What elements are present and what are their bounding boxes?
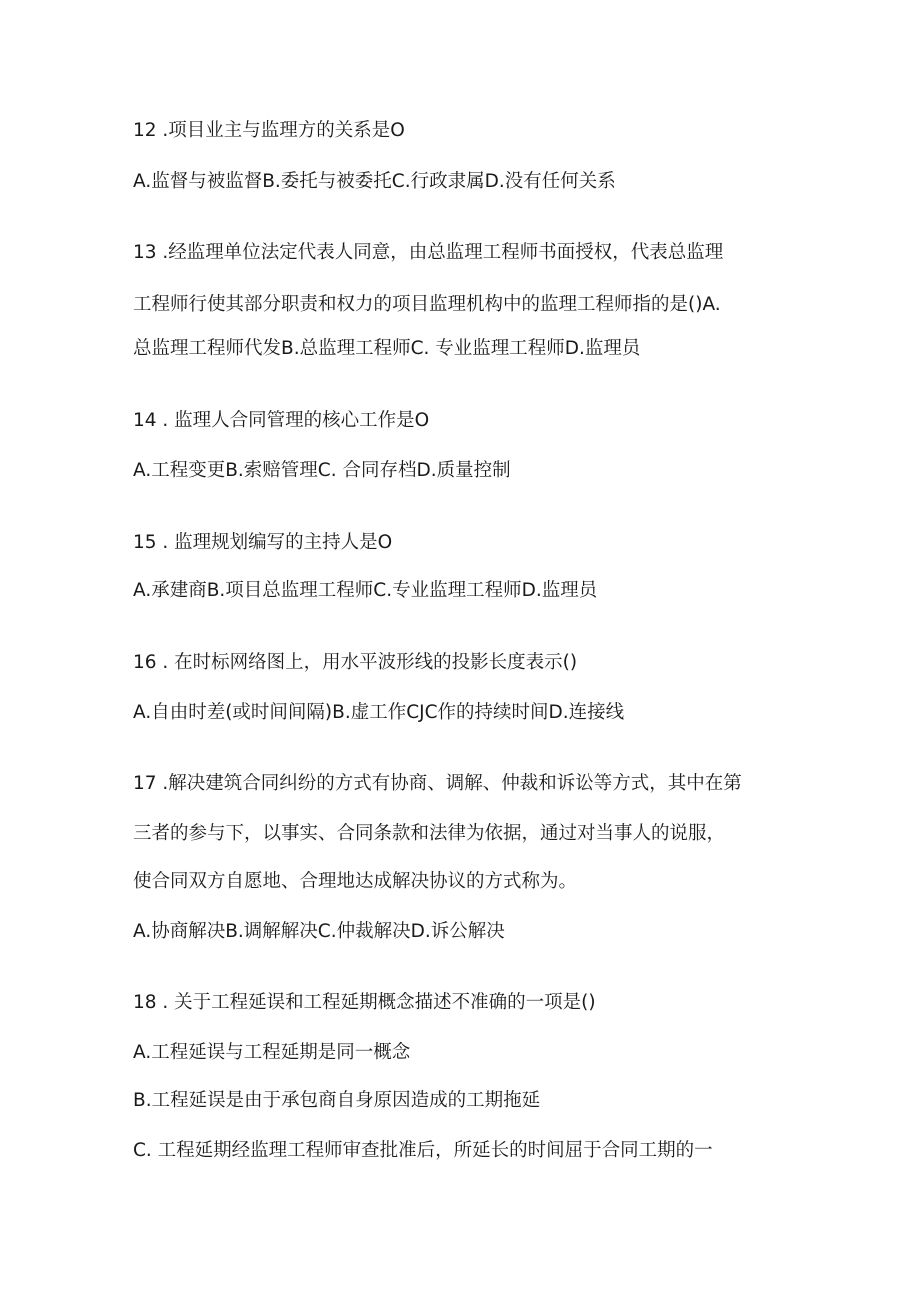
question-12-options: A.监督与被监督B.委托与被委托C.行政隶属D.没有任何关系 — [133, 171, 616, 192]
question-12-stem: 12 .项目业主与监理方的关系是O — [133, 120, 405, 141]
question-13-stem-line-2: 工程师行使其部分职责和权力的项目监理机构中的监理工程师指的是()A. — [133, 294, 721, 315]
question-17-options: A.协商解决B.调解解决C.仲裁解决D.诉公解决 — [133, 921, 505, 942]
question-13-options: 总监理工程师代发B.总监理工程师C. 专业监理工程师D.监理员 — [133, 338, 641, 359]
question-15-stem: 15 . 监理规划编写的主持人是O — [133, 532, 393, 553]
question-16-stem: 16 . 在时标网络图上，用水平波形线的投影长度表示() — [133, 652, 578, 673]
question-18-option-a: A.工程延误与工程延期是同一概念 — [133, 1042, 411, 1063]
question-18-option-c: C. 工程延期经监理工程师审查批准后，所延长的时间屈于合同工期的一 — [133, 1140, 713, 1161]
question-13-stem-line-1: 13 .经监理单位法定代表人同意，由总监理工程师书面授权，代表总监理 — [133, 242, 724, 263]
question-17-stem-line-3: 使合同双方自愿地、合理地达成解决协议的方式称为。 — [133, 871, 578, 892]
question-15-options: A.承建商B.项目总监理工程师C.专业监理工程师D.监理员 — [133, 580, 598, 601]
question-14-options: A.工程变更B.索赔管理C. 合同存档D.质量控制 — [133, 460, 511, 481]
question-18-option-b: B.工程延误是由于承包商自身原因造成的工期拖延 — [133, 1090, 541, 1111]
question-17-stem-line-1: 17 .解决建筑合同纠纷的方式有协商、调解、仲裁和诉讼等方式，其中在第 — [133, 773, 742, 794]
question-17-stem-line-2: 三者的参与下，以事实、合同条款和法律为依据，通过对当事人的说服， — [133, 823, 726, 844]
question-14-stem: 14 . 监理人合同管理的核心工作是O — [133, 410, 430, 431]
question-16-options: A.自由时差(或时间间隔)B.虚工作CJC作的持续时间D.连接线 — [133, 702, 625, 723]
question-18-stem: 18 . 关于工程延误和工程延期概念描述不准确的一项是() — [133, 992, 596, 1013]
